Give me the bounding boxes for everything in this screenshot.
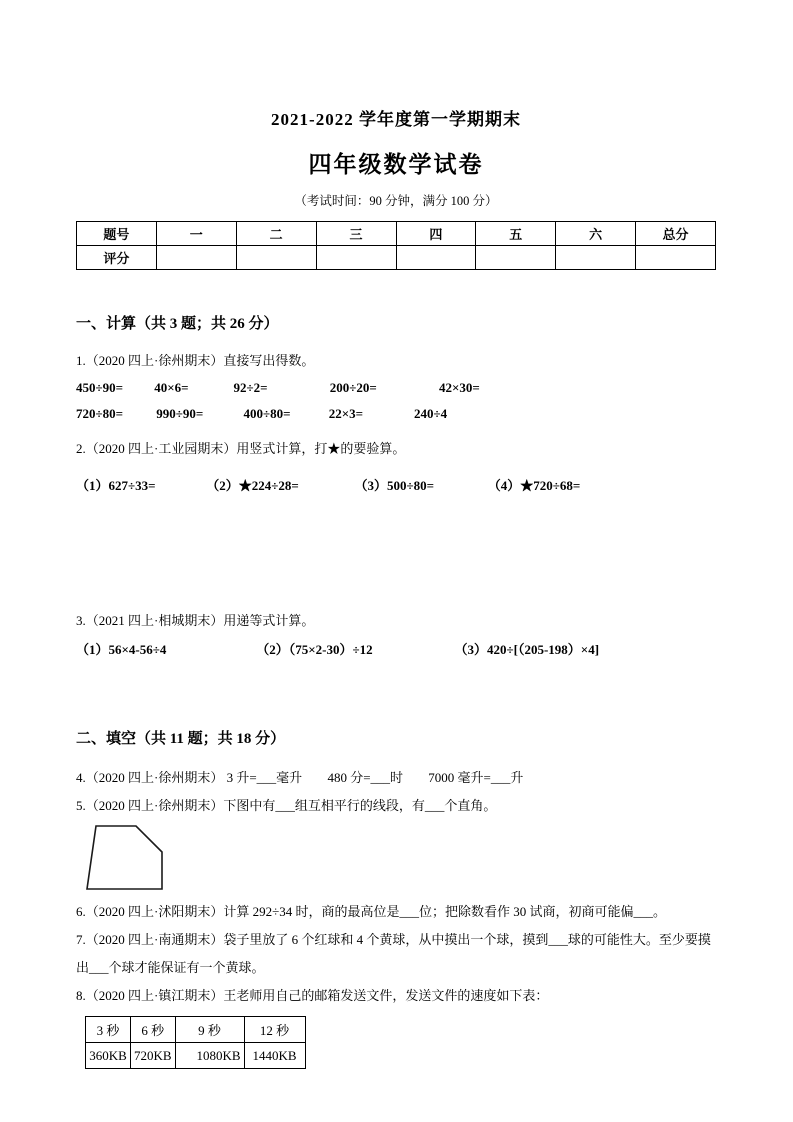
score-cell-empty: [636, 246, 716, 270]
q1-expression: 22×3=: [328, 406, 364, 421]
q4-text: [76, 764, 716, 792]
q1-expression: 200÷20=: [329, 380, 377, 395]
score-col-2: 二: [236, 222, 316, 246]
q1-expression-row-2: [76, 401, 716, 427]
q5-polygon-figure: [85, 824, 167, 892]
q3-answer-workspace: [76, 663, 716, 727]
q2-expression: （3）500÷80=: [354, 478, 435, 493]
q3-expression: （2）（75×2-30）÷12: [256, 642, 373, 657]
q1-expression: 92÷2=: [233, 380, 268, 395]
q1-expression: 42×30=: [439, 380, 480, 395]
exam-subtitle: 四年级数学试卷: [308, 152, 484, 177]
q2-answer-workspace: [76, 499, 716, 607]
score-cell-empty: [476, 246, 556, 270]
score-col-5: 五: [476, 222, 556, 246]
section-1-heading: 一、计算（共 3 题；共 26 分）: [76, 316, 279, 332]
q1-expression: 40×6=: [154, 380, 189, 395]
score-row-label: 评分: [77, 246, 157, 270]
q2-expression: （2）★224÷28=: [206, 478, 299, 493]
score-col-label: 题号: [77, 222, 157, 246]
q4-prefix: 4.（2020 四上·徐州期末）: [76, 770, 224, 785]
speed-table-size-row: [86, 1043, 306, 1069]
score-cell-empty: [556, 246, 636, 270]
q1-expression: 240÷4: [414, 406, 448, 421]
q4-blank-item: 480 分=___时: [327, 770, 404, 785]
q3-expression: （1）56×4-56÷4: [76, 642, 167, 657]
score-cell-empty: [396, 246, 476, 270]
q4-blank-item: 7000 毫升=___升: [428, 770, 524, 785]
speed-time-cell: 9 秒: [175, 1017, 244, 1043]
q1-expression: 720÷80=: [76, 406, 124, 421]
q1-expression: 450÷90=: [76, 380, 124, 395]
q8-text: 8.（2020 四上·镇江期末）王老师用自己的邮箱发送文件，发送文件的速度如下表：: [76, 988, 549, 1003]
q1-expression: 400÷80=: [243, 406, 291, 421]
q7-text: 7.（2020 四上·南通期末）袋子里放了 6 个红球和 4 个黄球，从中摸出一个球，摸到___球的可能性大。至少要摸出___个球才能保证有一个黄球。: [76, 932, 711, 975]
q3-expression-row: [76, 637, 716, 663]
q5-text: 5.（2020 四上·徐州期末）下图中有___组互相平行的线段，有___个直角。: [76, 798, 497, 813]
speed-size-cell: 1080KB: [175, 1043, 244, 1069]
q1-expression-row-1: [76, 375, 716, 401]
score-col-6: 六: [556, 222, 636, 246]
q4-blank-item: 3 升=___毫升: [226, 770, 303, 785]
speed-table-time-row: [86, 1017, 306, 1043]
exam-title: 2021-2022 学年度第一学期期末: [271, 110, 521, 129]
score-col-total: 总分: [636, 222, 716, 246]
score-col-1: 一: [156, 222, 236, 246]
exam-info: （考试时间：90 分钟，满分 100 分）: [294, 194, 498, 208]
q3-stem: 3.（2021 四上·相城期末）用递等式计算。: [76, 613, 315, 628]
score-col-4: 四: [396, 222, 476, 246]
speed-time-cell: 6 秒: [131, 1017, 176, 1043]
score-col-3: 三: [316, 222, 396, 246]
score-cell-empty: [316, 246, 396, 270]
score-cell-empty: [236, 246, 316, 270]
speed-size-cell: 360KB: [86, 1043, 131, 1069]
speed-time-cell: 3 秒: [86, 1017, 131, 1043]
speed-size-cell: 720KB: [131, 1043, 176, 1069]
score-table-score-row: [77, 246, 716, 270]
q2-expression-row: [76, 473, 716, 499]
q2-expression: （4）★720÷68=: [487, 478, 581, 493]
score-cell-empty: [156, 246, 236, 270]
q8-speed-table: [85, 1016, 306, 1069]
q3-expression: （3）420÷[（205-198）×4]: [454, 642, 600, 657]
speed-time-cell: 12 秒: [244, 1017, 305, 1043]
score-table-header-row: [77, 222, 716, 246]
q2-stem: 2.（2020 四上·工业园期末）用竖式计算，打★的要验算。: [76, 441, 406, 456]
q6-text: 6.（2020 四上·沭阳期末）计算 292÷34 时，商的最高位是___位；把除数看作 30 试商，初商可能偏___。: [76, 904, 666, 919]
speed-size-cell: 1440KB: [244, 1043, 305, 1069]
polygon-outline: [87, 826, 162, 889]
section-2-heading: 二、填空（共 11 题；共 18 分）: [76, 731, 286, 747]
q2-expression: （1）627÷33=: [76, 478, 156, 493]
q5-figure-container: [85, 824, 716, 892]
q1-expression: 990÷90=: [156, 406, 204, 421]
score-table: [76, 221, 716, 270]
q1-stem: 1.（2020 四上·徐州期末）直接写出得数。: [76, 353, 315, 368]
